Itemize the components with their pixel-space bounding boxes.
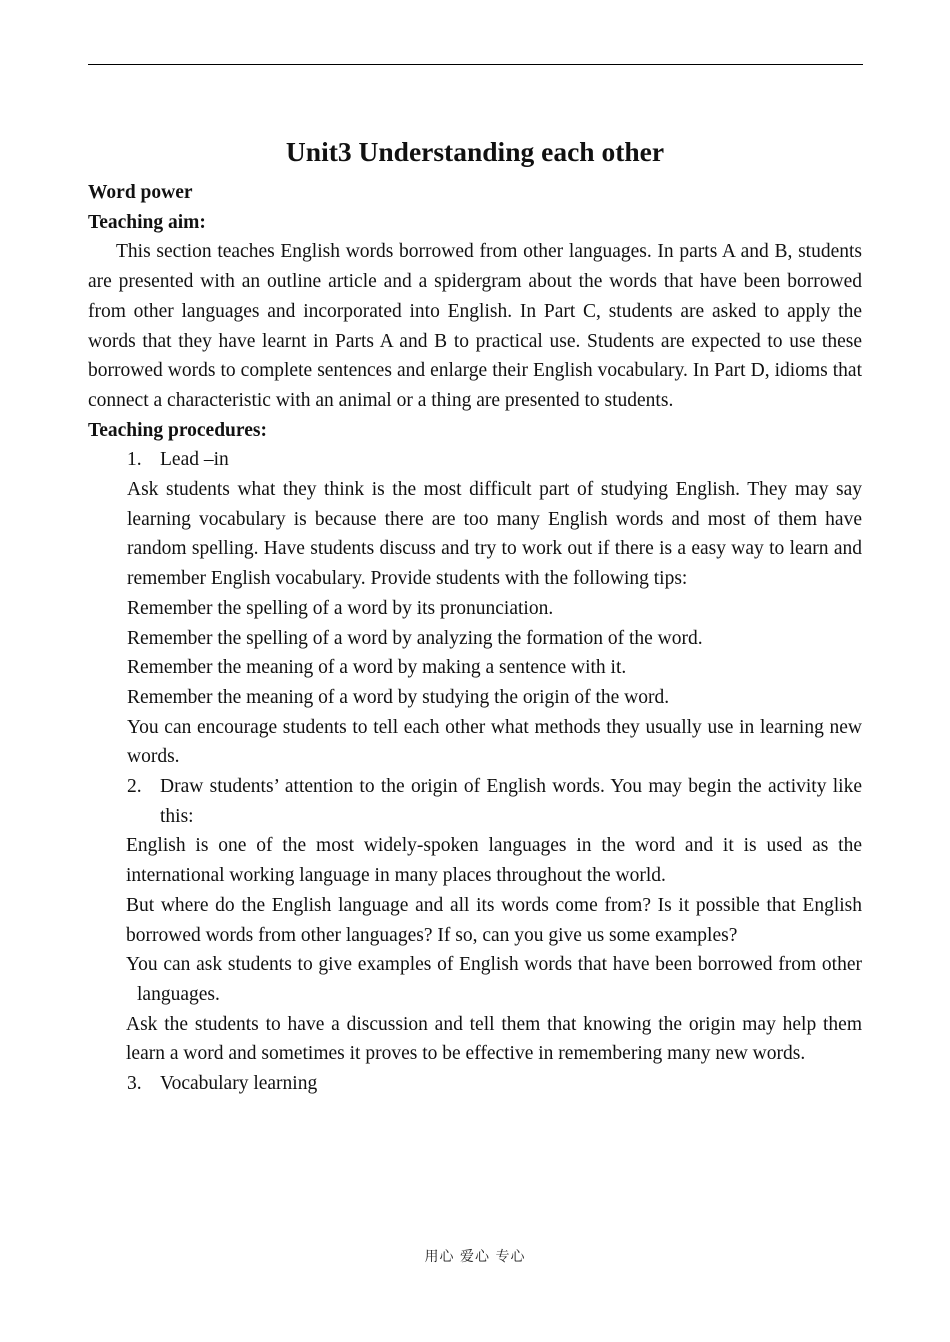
aim-heading: Teaching aim: [88,211,206,233]
tip-item: Remember the meaning of a word by studying the origin of the word. [127,686,670,708]
step-1-number: 1. [127,449,142,471]
step-2-paragraph: Ask the students to have a discussion and tell them that knowing the origin may help them learn a word and sometimes it proves to be effective in remembering many new words. [126,1013,862,1065]
page-footer: 用心 爱心 专心 [424,1249,526,1265]
step-2-label: Draw students’ attention to the origin of English words. You may begin the activity like this: [160,776,862,827]
step-1-closing: You can encourage students to tell each other what methods they usually use in learning new words. [127,716,862,768]
step-2-paragraph: But where do the English language and all its words come from? Is it possible that English borrowed words from other languages? If so, can you give us some examples? [126,894,862,946]
section-heading: Word power [88,182,193,203]
tip-item: Remember the spelling of a word by analyzing the formation of the word. [127,627,703,649]
document-body [88,132,862,1099]
step-3 [127,1069,862,1099]
step-2-number: 2. [127,776,142,798]
tip-item: Remember the meaning of a word by making a sentence with it. [127,657,627,679]
header-rule [88,64,863,65]
step-3-number: 3. [127,1073,142,1095]
procedures-heading: Teaching procedures: [88,419,267,441]
tip-item: Remember the spelling of a word by its pronunciation. [127,597,554,619]
step-2-paragraph: You can ask students to give examples of English words that have been borrowed from other languages. [126,954,862,1005]
aim-paragraph: This section teaches English words borrowed from other languages. In parts A and B, students are presented with an outline article and a spidergram about the words that have been borrowed from other languages and incorporated into English. In Part C, students are asked to apply the words that they have learnt in Parts A and B to practical use. Students are expected to use these borrowed words to complete sentences and enlarge their English vocabulary. In Part D, idioms that connect a characteristic with an animal or a thing are presented to students. [88,241,862,411]
step-3-label: Vocabulary learning [160,1073,318,1095]
page-title: Unit3 Understanding each other [285,136,665,167]
step-1-text: Ask students what they think is the most difficult part of studying English. They may say learning vocabulary is because there are too many English words and most of them have random spelling. Have students discuss and try to work out if there is a easy way to learn and remember English vocabulary. Provide students with the following tips: [127,479,862,590]
step-1-label: Lead –in [160,449,229,471]
step-2 [127,772,862,831]
step-2-paragraph: English is one of the most widely-spoken languages in the word and it is used as the international working language in many places throughout the world. [126,835,862,887]
step-1 [127,445,862,475]
